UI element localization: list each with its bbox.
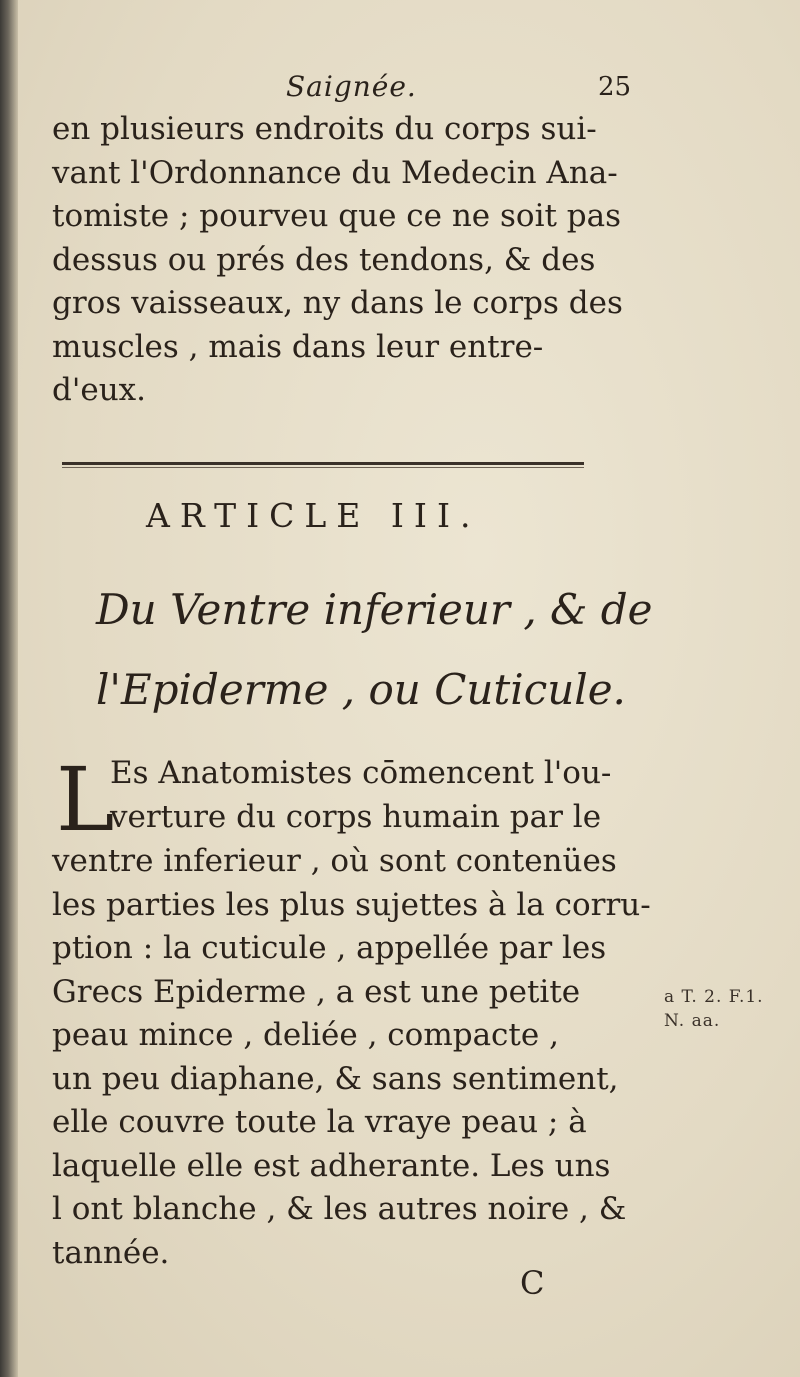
text-line: verture du corps humain par le [110, 798, 602, 835]
text-line: vant l'Ordonnance du Medecin Ana- [52, 154, 618, 191]
running-head [0, 70, 800, 110]
text-line: les parties les plus sujettes à la corru- [52, 886, 651, 923]
top-paragraph [52, 108, 632, 413]
paragraph-opening [110, 752, 630, 839]
text-line: tomiste ; pourveu que ce ne soit pas [52, 198, 622, 234]
article-heading: ARTICLE III. [146, 496, 481, 535]
margin-note [664, 985, 764, 1033]
text-line: l ont blanche , & les autres noire , & [52, 1191, 627, 1227]
text-line: un peu diaphane, & sans sentiment, [52, 1060, 619, 1097]
main-paragraph [52, 840, 651, 1275]
text-line: dessus ou prés des tendons, & des [52, 241, 596, 278]
article-title-line-1: Du Ventre inferieur , & de [96, 585, 653, 634]
text-line: laquelle elle est adherante. Les uns [52, 1147, 611, 1184]
text-line: ption : la cuticule , appellée par les [52, 930, 607, 966]
running-title: Saignée. [286, 70, 417, 103]
margin-note-line: N. aa. [664, 1011, 721, 1031]
margin-note-line: a T. 2. F.1. [664, 987, 764, 1007]
drop-cap: L [56, 748, 115, 851]
text-line: d'eux. [52, 372, 147, 408]
text-line: Grecs Epiderme , a est une petite [52, 973, 581, 1010]
text-line: ventre inferieur , où sont contenües [52, 843, 617, 879]
text-line: elle couvre toute la vraye peau ; à [52, 1104, 587, 1140]
text-line: tannée. [52, 1234, 170, 1271]
book-spine-shadow [0, 0, 18, 1377]
text-line: peau mince , deliée , compacte , [52, 1017, 559, 1053]
text-line: muscles , mais dans leur entre- [52, 328, 544, 365]
text-line: Es Anatomistes cōmencent l'ou- [110, 755, 612, 791]
section-divider [62, 462, 584, 465]
text-line: gros vaisseaux, ny dans le corps des [52, 285, 623, 321]
signature-mark: C [520, 1264, 545, 1302]
article-title-line-2: l'Epiderme , ou Cuticule. [96, 665, 626, 714]
text-line: en plusieurs endroits du corps sui- [52, 111, 597, 147]
page-number: 25 [598, 72, 632, 102]
section-divider-thin [62, 467, 584, 468]
